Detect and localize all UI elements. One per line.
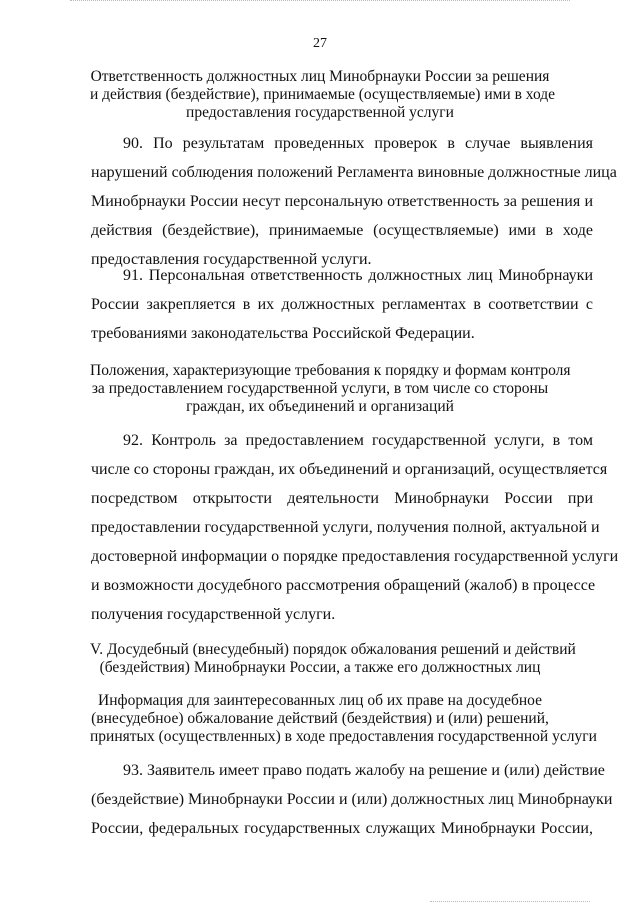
paragraph-line: нарушений соблюдения положений Регламента виновные должностные лица	[91, 164, 617, 181]
heading-line: принятых (осуществленных) в ходе предоставления государственной услуги	[90, 728, 597, 745]
heading-line: (бездействия) Минобрнауки России, а также его должностных лиц	[99, 659, 541, 676]
paragraph-line: требованиями законодательства Российской Федерации.	[91, 325, 475, 342]
paragraph-line: предоставлении государственной услуги, получения полной, актуальной и	[91, 519, 600, 536]
heading-line: граждан, их объединений и организаций	[186, 398, 454, 415]
scan-edge-bottom	[430, 901, 590, 903]
section-heading-appeal-information	[90, 692, 597, 746]
heading-line: V. Досудебный (внесудебный) порядок обжалования решений и действий	[90, 641, 576, 658]
paragraph-line: (бездействие) Минобрнауки России и (или) должностных лиц Минобрнауки	[91, 791, 613, 808]
section-heading-control-requirements	[90, 362, 571, 416]
paragraph-line: числе со стороны граждан, их объединений и организаций, осуществляется	[91, 461, 608, 478]
heading-line: Информация для заинтересованных лиц об их праве на досудебное	[98, 692, 542, 709]
heading-line: (внесудебное) обжалование действий (бездействия) и (или) решений,	[91, 710, 549, 727]
chapter-heading-section-v	[90, 641, 576, 677]
paragraph-92	[91, 431, 619, 634]
page-number: 27	[313, 36, 327, 51]
paragraph-line: достоверной информации о порядке предоставления государственной услуги	[91, 548, 619, 565]
paragraph-93	[91, 761, 613, 848]
paragraph-line: 90. По результатам проведенных проверок в случае выявления	[123, 135, 593, 152]
paragraph-line: предоставления государственной услуги.	[91, 251, 372, 268]
heading-line: Положения, характеризующие требования к порядку и формам контроля	[90, 362, 571, 379]
section-heading-responsibility	[90, 68, 556, 122]
paragraph-91	[91, 266, 593, 353]
paragraph-line: России закрепляется в их должностных регламентах в соответствии с	[91, 296, 593, 313]
paragraph-line: и возможности досудебного рассмотрения обращений (жалоб) в процессе	[91, 577, 596, 594]
paragraph-line: России, федеральных государственных служащих Минобрнауки России,	[91, 820, 593, 837]
paragraph-90	[91, 134, 617, 279]
heading-line: за предоставлением государственной услуги, в том числе со стороны	[91, 380, 549, 397]
heading-line: Ответственность должностных лиц Минобрнауки России за решения	[90, 68, 550, 85]
paragraph-line: Минобрнауки России несут персональную ответственность за решения и	[91, 193, 593, 210]
paragraph-line: получения государственной услуги.	[91, 606, 336, 623]
paragraph-line: посредством открытости деятельности Минобрнауки России при	[91, 490, 593, 507]
paragraph-line: 92. Контроль за предоставлением государственной услуги, в том	[123, 432, 593, 449]
scan-edge-top	[70, 0, 570, 2]
paragraph-line: действия (бездействие), принимаемые (осуществляемые) ими в ходе	[91, 222, 593, 239]
paragraph-line: 93. Заявитель имеет право подать жалобу на решение и (или) действие	[123, 762, 605, 779]
heading-line: и действия (бездействие), принимаемые (осуществляемые) ими в ходе	[90, 86, 556, 103]
paragraph-line: 91. Персональная ответственность должностных лиц Минобрнауки	[123, 267, 593, 284]
heading-line: предоставления государственной услуги	[186, 104, 454, 121]
